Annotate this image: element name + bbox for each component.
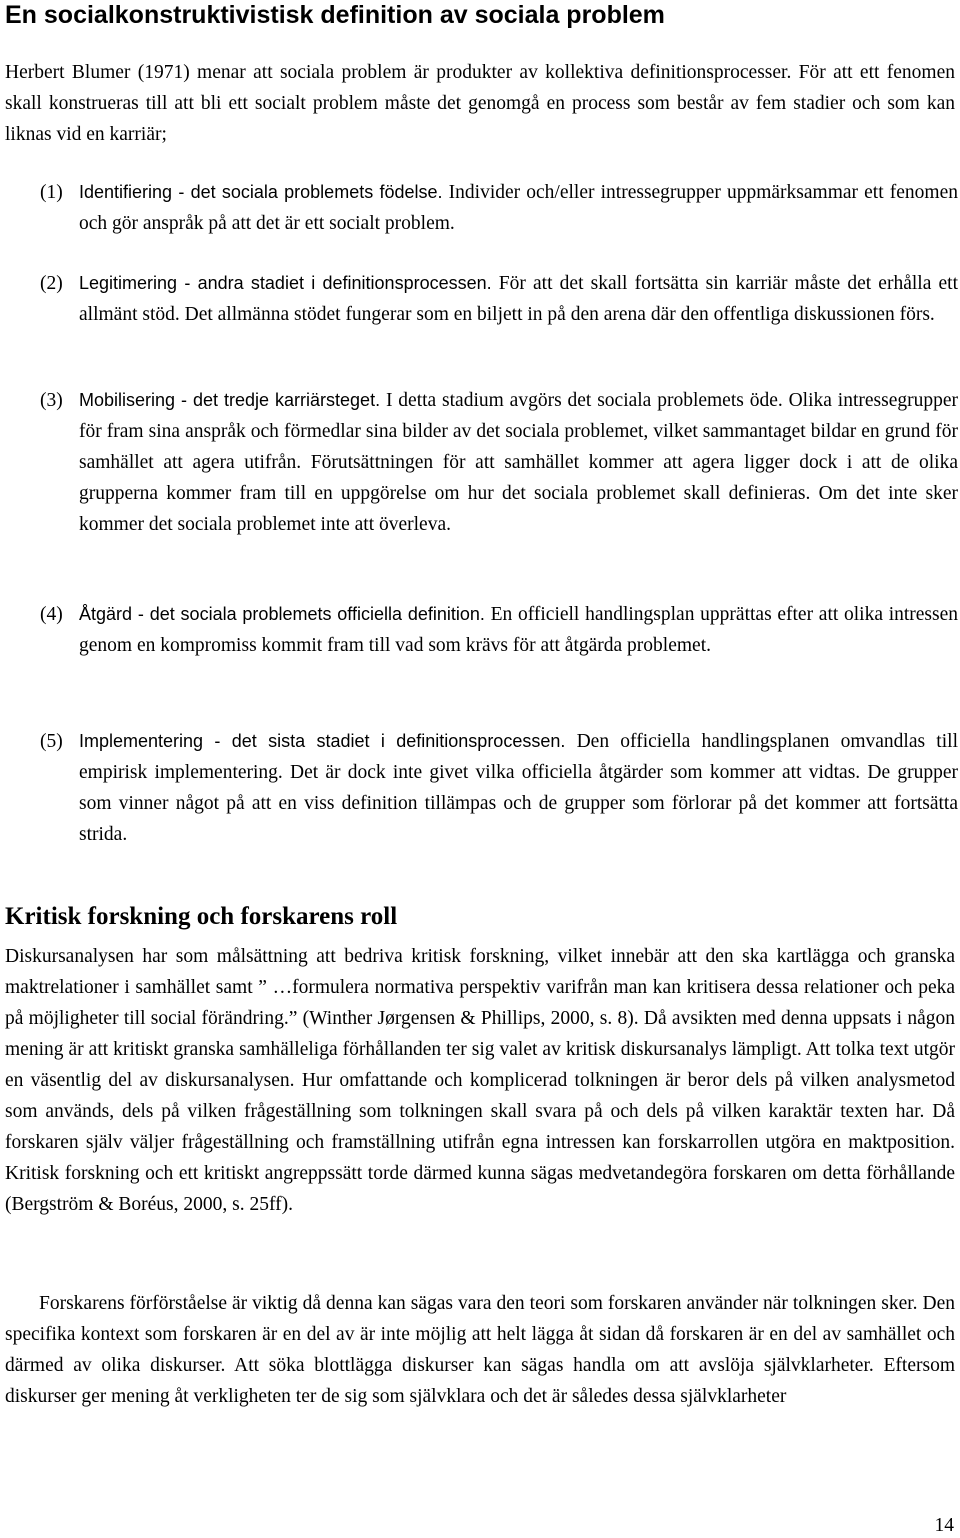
section-heading: En socialkonstruktivistisk definition av sociala problem xyxy=(5,1,665,29)
stage-body xyxy=(79,385,958,540)
stage-text: För att det skall fortsätta sin karriär måste det erhålla ett allmänt stöd. Det allmänna stödet fungerar som en biljett in på den arena där den offentliga diskussionen förs. xyxy=(79,273,958,325)
stage-number: (3) xyxy=(40,390,63,411)
stage-number: (4) xyxy=(40,604,63,625)
stage-number: (1) xyxy=(40,182,63,203)
stage-text: Den officiella handlingsplanen omvandlas till empirisk implementering. Det är dock inte givet vilka officiella åtgärder som kommer att vidtas. De grupper som vinner något på att en viss definition tillämpas och de grupper som förlorar på det kommer att fortsätta strida. xyxy=(79,731,958,845)
stage-title: Mobilisering - det tredje karriärsteget. xyxy=(79,390,381,410)
stage-number: (5) xyxy=(40,731,63,752)
section-heading: Kritisk forskning och forskarens roll xyxy=(5,903,398,930)
stage-title: Identifiering - det sociala problemets födelse. xyxy=(79,182,443,202)
stage-body xyxy=(79,726,958,850)
stage-title: Åtgärd - det sociala problemets officiella definition. xyxy=(79,604,485,624)
stage-text: I detta stadium avgörs det sociala problemets öde. Olika intressegrupper för fram sina anspråk och förmedlar sina bilder av det sociala problemet, vilket sammantaget bildar en grund för samhället att agera utifrån. Förutsättningen för att samhället kommer att agera ligger dock i att de olika grupperna kommer fram till en uppgörelse om hur det sociala problemet skall definieras. Om det inte sker kommer det sociala problemet inte att överleva. xyxy=(79,390,958,535)
stage-title: Legitimering - andra stadiet i definitionsprocessen. xyxy=(79,273,492,293)
stage-body xyxy=(79,268,958,330)
stage-body xyxy=(79,177,958,239)
stage-text: Individer och/eller intressegrupper uppmärksammar ett fenomen och gör anspråk på att det är ett socialt problem. xyxy=(79,182,958,234)
stage-number: (2) xyxy=(40,273,63,294)
page-number: 14 xyxy=(934,1515,954,1536)
body-paragraph: Diskursanalysen har som målsättning att bedriva kritisk forskning, vilket innebär att den ska kartlägga och granska maktrelationer i samhället samt ” …formulera normativa perspektiv varifrån man kan kritisera dessa relationer och peka på möjligheter till social förändring.” (Winther Jørgensen & Phillips, 2000, s. 8). Då avsikten med denna uppsats i någon mening är att kritiskt granska samhälleliga förhållanden ter sig valet av kritisk diskursanalys lämpligt. Att tolka text utgör en väsentlig del av diskursanalysen. Hur omfattande och komplicerad tolkningen är beror dels på vilken analysmetod som används, dels på vilken frågeställning som tolkningen skall svara på och dels på vilken karaktär texten har. Då forskaren själv väljer frågeställning och framställning utifrån egna intressen kan forskarrollen utgöra en maktposition. Kritisk forskning och ett kritiskt angreppssätt torde därmed kunna sägas medvetandegöra forskaren om detta förhållande (Bergström & Boréus, 2000, s. 25ff). xyxy=(5,946,955,1215)
stage-title: Implementering - det sista stadiet i definitionsprocessen. xyxy=(79,731,566,751)
stage-body xyxy=(79,599,958,661)
intro-paragraph: Herbert Blumer (1971) menar att sociala problem är produkter av kollektiva definitionsprocesser. För att ett fenomen skall konstrueras till att bli ett socialt problem måste det genomgå en process som består av fem stadier och som kan liknas vid en karriär; xyxy=(5,62,955,145)
body-paragraph: Forskarens förförståelse är viktig då denna kan sägas vara den teori som forskaren använder när tolkningen sker. Den specifika kontext som forskaren är en del av är inte möjlig att helt lägga åt sidan då forskaren är en del av samhället och därmed av olika diskurser. Att söka blottlägga diskurser kan sägas handla om att avslöja självklarheter. Eftersom diskurser ger mening åt verkligheten ter de sig som självklara och det är således dessa självklarheter xyxy=(5,1293,955,1407)
stage-text: En officiell handlingsplan upprättas efter att olika intressen genom en kompromiss kommit fram till vad som krävs för att åtgärda problemet. xyxy=(79,604,959,656)
